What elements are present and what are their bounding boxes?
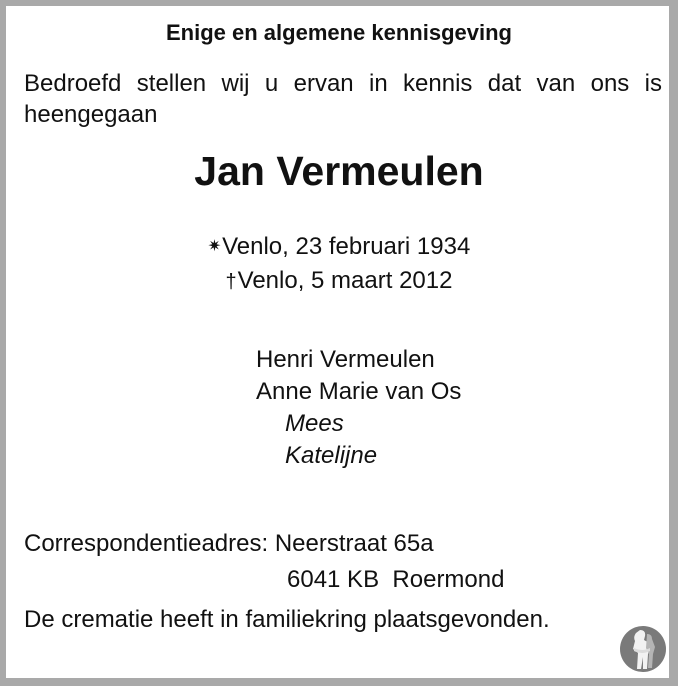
deceased-name: Jan Vermeulen xyxy=(194,148,484,194)
family-member: Henri Vermeulen xyxy=(256,346,435,373)
birth-row xyxy=(0,230,678,264)
correspondence-address xyxy=(24,526,505,593)
notice-heading: Enige en algemene kennisgeving xyxy=(166,20,512,45)
family-member: Mees xyxy=(285,410,344,437)
birth-star-icon: ✷ xyxy=(207,238,222,255)
address-label: Correspondentieadres: xyxy=(24,530,269,557)
intro-line-1: Bedroefd stellen wij u ervan in kennis dat van ons is xyxy=(24,70,662,97)
closing-text: De crematie heeft in familiekring plaatsgevonden. xyxy=(24,606,550,633)
family-member: Anne Marie van Os xyxy=(256,378,462,405)
death-row xyxy=(0,264,678,299)
death-cross-icon: † xyxy=(225,271,237,293)
embracing-figures-icon xyxy=(620,626,666,672)
intro-line-2: heengegaan xyxy=(24,101,158,128)
birth-text: Venlo, 23 februari 1934 xyxy=(222,233,471,260)
address-city: 6041 KB Roermond xyxy=(287,566,505,593)
death-text: Venlo, 5 maart 2012 xyxy=(237,267,453,294)
family-member: Katelijne xyxy=(285,442,378,469)
intro-text xyxy=(24,68,662,130)
life-dates xyxy=(0,230,678,299)
address-street: Neerstraat 65a xyxy=(274,530,434,557)
